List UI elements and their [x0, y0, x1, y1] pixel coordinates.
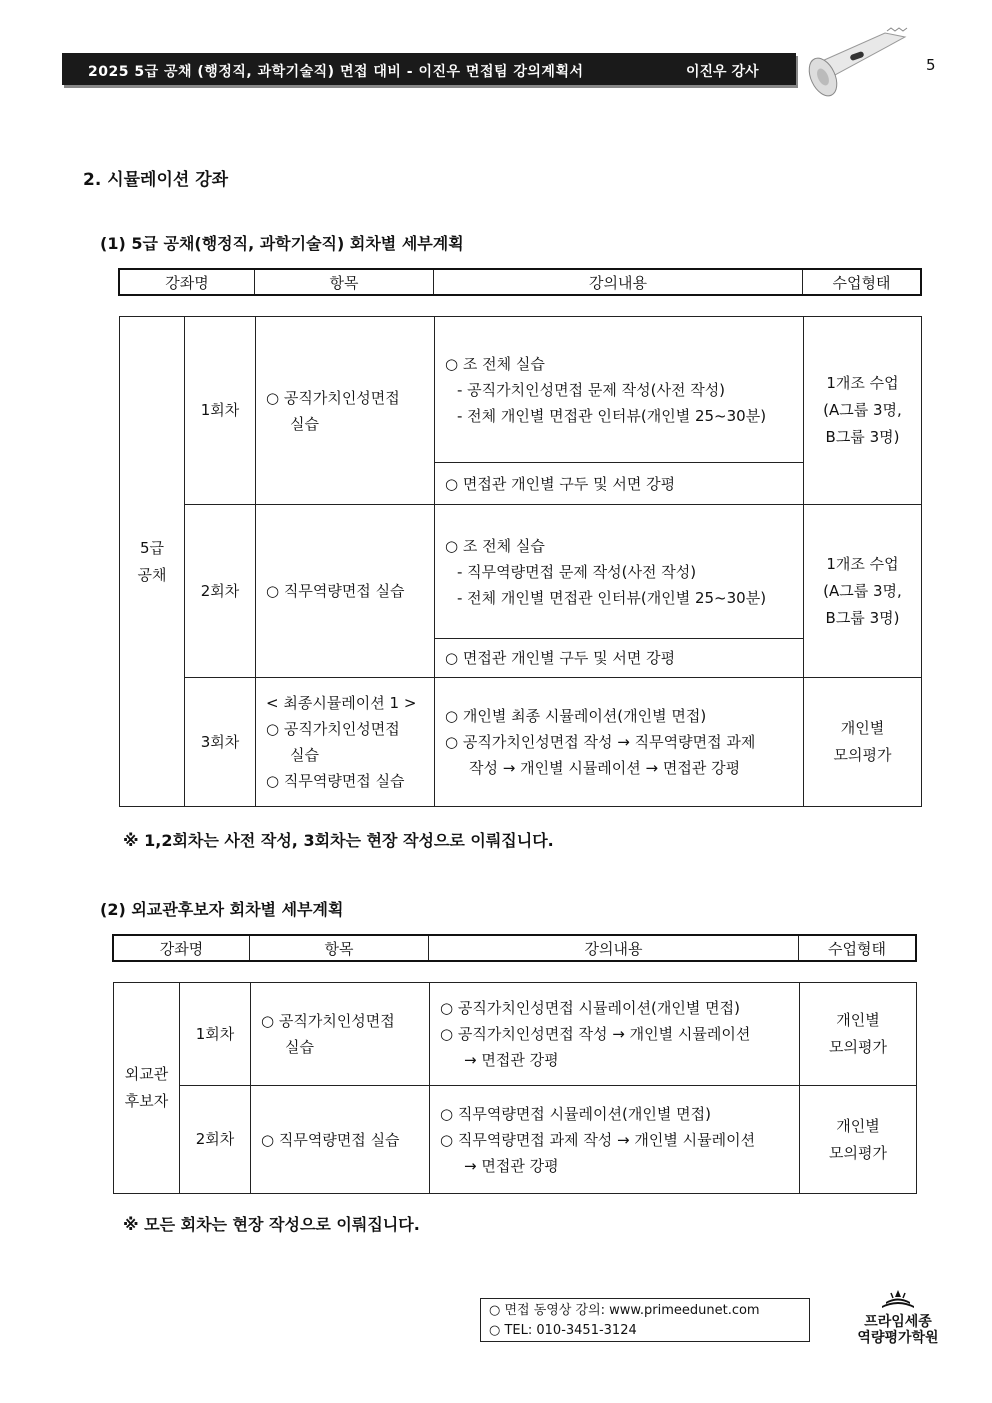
item-line: ○ 공직가치인성면접: [266, 388, 400, 407]
format-line: (A그룹 3명,: [823, 581, 902, 600]
item-line: 실습: [285, 1038, 314, 1056]
section-title: 2. 시뮬레이션 강좌: [83, 170, 229, 190]
item-line: < 최종시뮬레이션 1 >: [266, 694, 417, 712]
item-cell: [256, 678, 435, 807]
document-title: 2025 5급 공채 (행정직, 과학기술직) 면접 대비 - 이진우 면접팀 강의계획서: [88, 64, 584, 80]
item-cell: [251, 983, 430, 1086]
content-cell: [430, 1086, 800, 1194]
format-line: 개인별: [836, 1116, 880, 1135]
content-line: ○ 개인별 최종 시뮬레이션(개인별 면접): [445, 707, 707, 725]
book-logo-icon: [878, 1288, 918, 1310]
part2-note: ※ 모든 회차는 현장 작성으로 이뤄집니다.: [123, 1215, 420, 1234]
part1-column-header: [118, 268, 922, 296]
content-line: ○ 직무역량면접 시뮬레이션(개인별 면접): [440, 1104, 711, 1123]
page-number: 5: [926, 56, 936, 74]
session-cell: 2회차: [180, 1086, 251, 1194]
column-course: 강좌명: [119, 269, 255, 295]
content-line: ○ 공직가치인성면접 시뮬레이션(개인별 면접): [440, 999, 740, 1017]
format-line: 개인별: [836, 1011, 880, 1029]
logo-line: 프라임세종: [864, 1314, 932, 1330]
footer-phone: ○ TEL: 010-3451-3124: [489, 1323, 637, 1338]
part1-note: ※ 1,2회차는 사전 작성, 3회차는 현장 작성으로 이뤄집니다.: [123, 831, 554, 850]
column-format: 수업형태: [799, 935, 917, 961]
content-line: ○ 직무역량면접 과제 작성 → 개인별 시뮬레이션: [440, 1130, 756, 1149]
session-cell: 1회차: [180, 983, 251, 1086]
format-cell: [804, 505, 922, 678]
content-line: - 직무역량면접 문제 작성(사전 작성): [457, 562, 697, 581]
footer-website: ○ 면접 동영상 강의: www.primeedunet.com: [489, 1303, 760, 1318]
content-cell: [435, 317, 804, 463]
course-cell: [114, 983, 180, 1194]
part2-title: (2) 외교관후보자 회차별 세부계획: [100, 900, 344, 919]
content-cell: ○ 면접관 개인별 구두 및 서면 강평: [435, 639, 804, 678]
item-cell: [251, 1086, 430, 1194]
part2-column-header: [112, 934, 917, 962]
item-cell: [256, 505, 435, 678]
part2-table: [113, 982, 917, 1194]
lecturer-name: 이진우 강사: [686, 64, 759, 80]
item-line: ○ 공직가치인성면접: [261, 1012, 395, 1030]
content-line: ○ 공직가치인성면접 작성 → 직무역량면접 과제: [445, 733, 756, 751]
column-item: 항목: [255, 269, 434, 295]
content-line: - 전체 개인별 면접관 인터뷰(개인별 25~30분): [457, 406, 767, 425]
column-format: 수업형태: [803, 269, 922, 295]
column-content: 강의내용: [429, 935, 799, 961]
course-name: 5급 공채: [137, 538, 167, 584]
footer-contact-box: [480, 1298, 810, 1342]
content-line: → 면접관 강평: [464, 1051, 559, 1069]
content-line: - 전체 개인별 면접관 인터뷰(개인별 25~30분): [457, 588, 767, 607]
format-cell: [800, 983, 917, 1086]
format-line: 1개조 수업: [826, 374, 899, 392]
content-line: ○ 조 전체 실습: [445, 354, 545, 373]
course-line: 후보자: [124, 1092, 169, 1110]
content-cell: ○ 면접관 개인별 구두 및 서면 강평: [435, 463, 804, 505]
item-line: ○ 직무역량면접 실습: [266, 582, 405, 600]
format-line: 모의평가: [833, 746, 892, 764]
format-cell: [800, 1086, 917, 1194]
session-cell: 3회차: [185, 678, 256, 807]
content-line: - 공직가치인성면접 문제 작성(사전 작성): [457, 380, 726, 399]
session-cell: 2회차: [185, 505, 256, 678]
content-line: ○ 조 전체 실습: [445, 536, 545, 555]
format-line: 개인별: [840, 719, 885, 737]
format-line: B그룹 3명): [825, 608, 900, 627]
format-line: B그룹 3명): [825, 428, 900, 446]
item-line: 실습: [290, 414, 319, 433]
item-cell: [256, 317, 435, 505]
item-line: ○ 직무역량면접 실습: [261, 1130, 400, 1149]
session-cell: 1회차: [185, 317, 256, 505]
content-line: 작성 → 개인별 시뮬레이션 → 면접관 강평: [469, 759, 741, 777]
column-content: 강의내용: [434, 269, 803, 295]
content-cell: [435, 505, 804, 639]
format-cell: [804, 678, 922, 807]
course-cell: [120, 317, 185, 807]
format-line: 1개조 수업: [826, 554, 899, 573]
column-course: 강좌명: [113, 935, 250, 961]
column-item: 항목: [250, 935, 429, 961]
format-cell: [804, 317, 922, 505]
content-cell: [435, 678, 804, 807]
logo-line: 역량평가학원: [857, 1330, 939, 1346]
academy-logo: [848, 1288, 948, 1346]
format-line: (A그룹 3명,: [823, 401, 902, 419]
part1-table: [119, 316, 922, 807]
item-line: ○ 직무역량면접 실습: [266, 772, 405, 790]
part1-title: (1) 5급 공채(행정직, 과학기술직) 회차별 세부계획: [100, 234, 464, 253]
content-line: → 면접관 강평: [464, 1156, 559, 1175]
format-line: 모의평가: [829, 1038, 887, 1056]
header-bar: [62, 53, 796, 85]
course-line: 외교관: [124, 1065, 169, 1083]
format-line: 모의평가: [829, 1143, 887, 1162]
item-line: ○ 공직가치인성면접: [266, 720, 400, 738]
content-cell: [430, 983, 800, 1086]
item-line: 실습: [290, 746, 319, 764]
scroll-icon: [805, 25, 915, 100]
content-line: ○ 공직가치인성면접 작성 → 개인별 시뮬레이션: [440, 1025, 751, 1043]
